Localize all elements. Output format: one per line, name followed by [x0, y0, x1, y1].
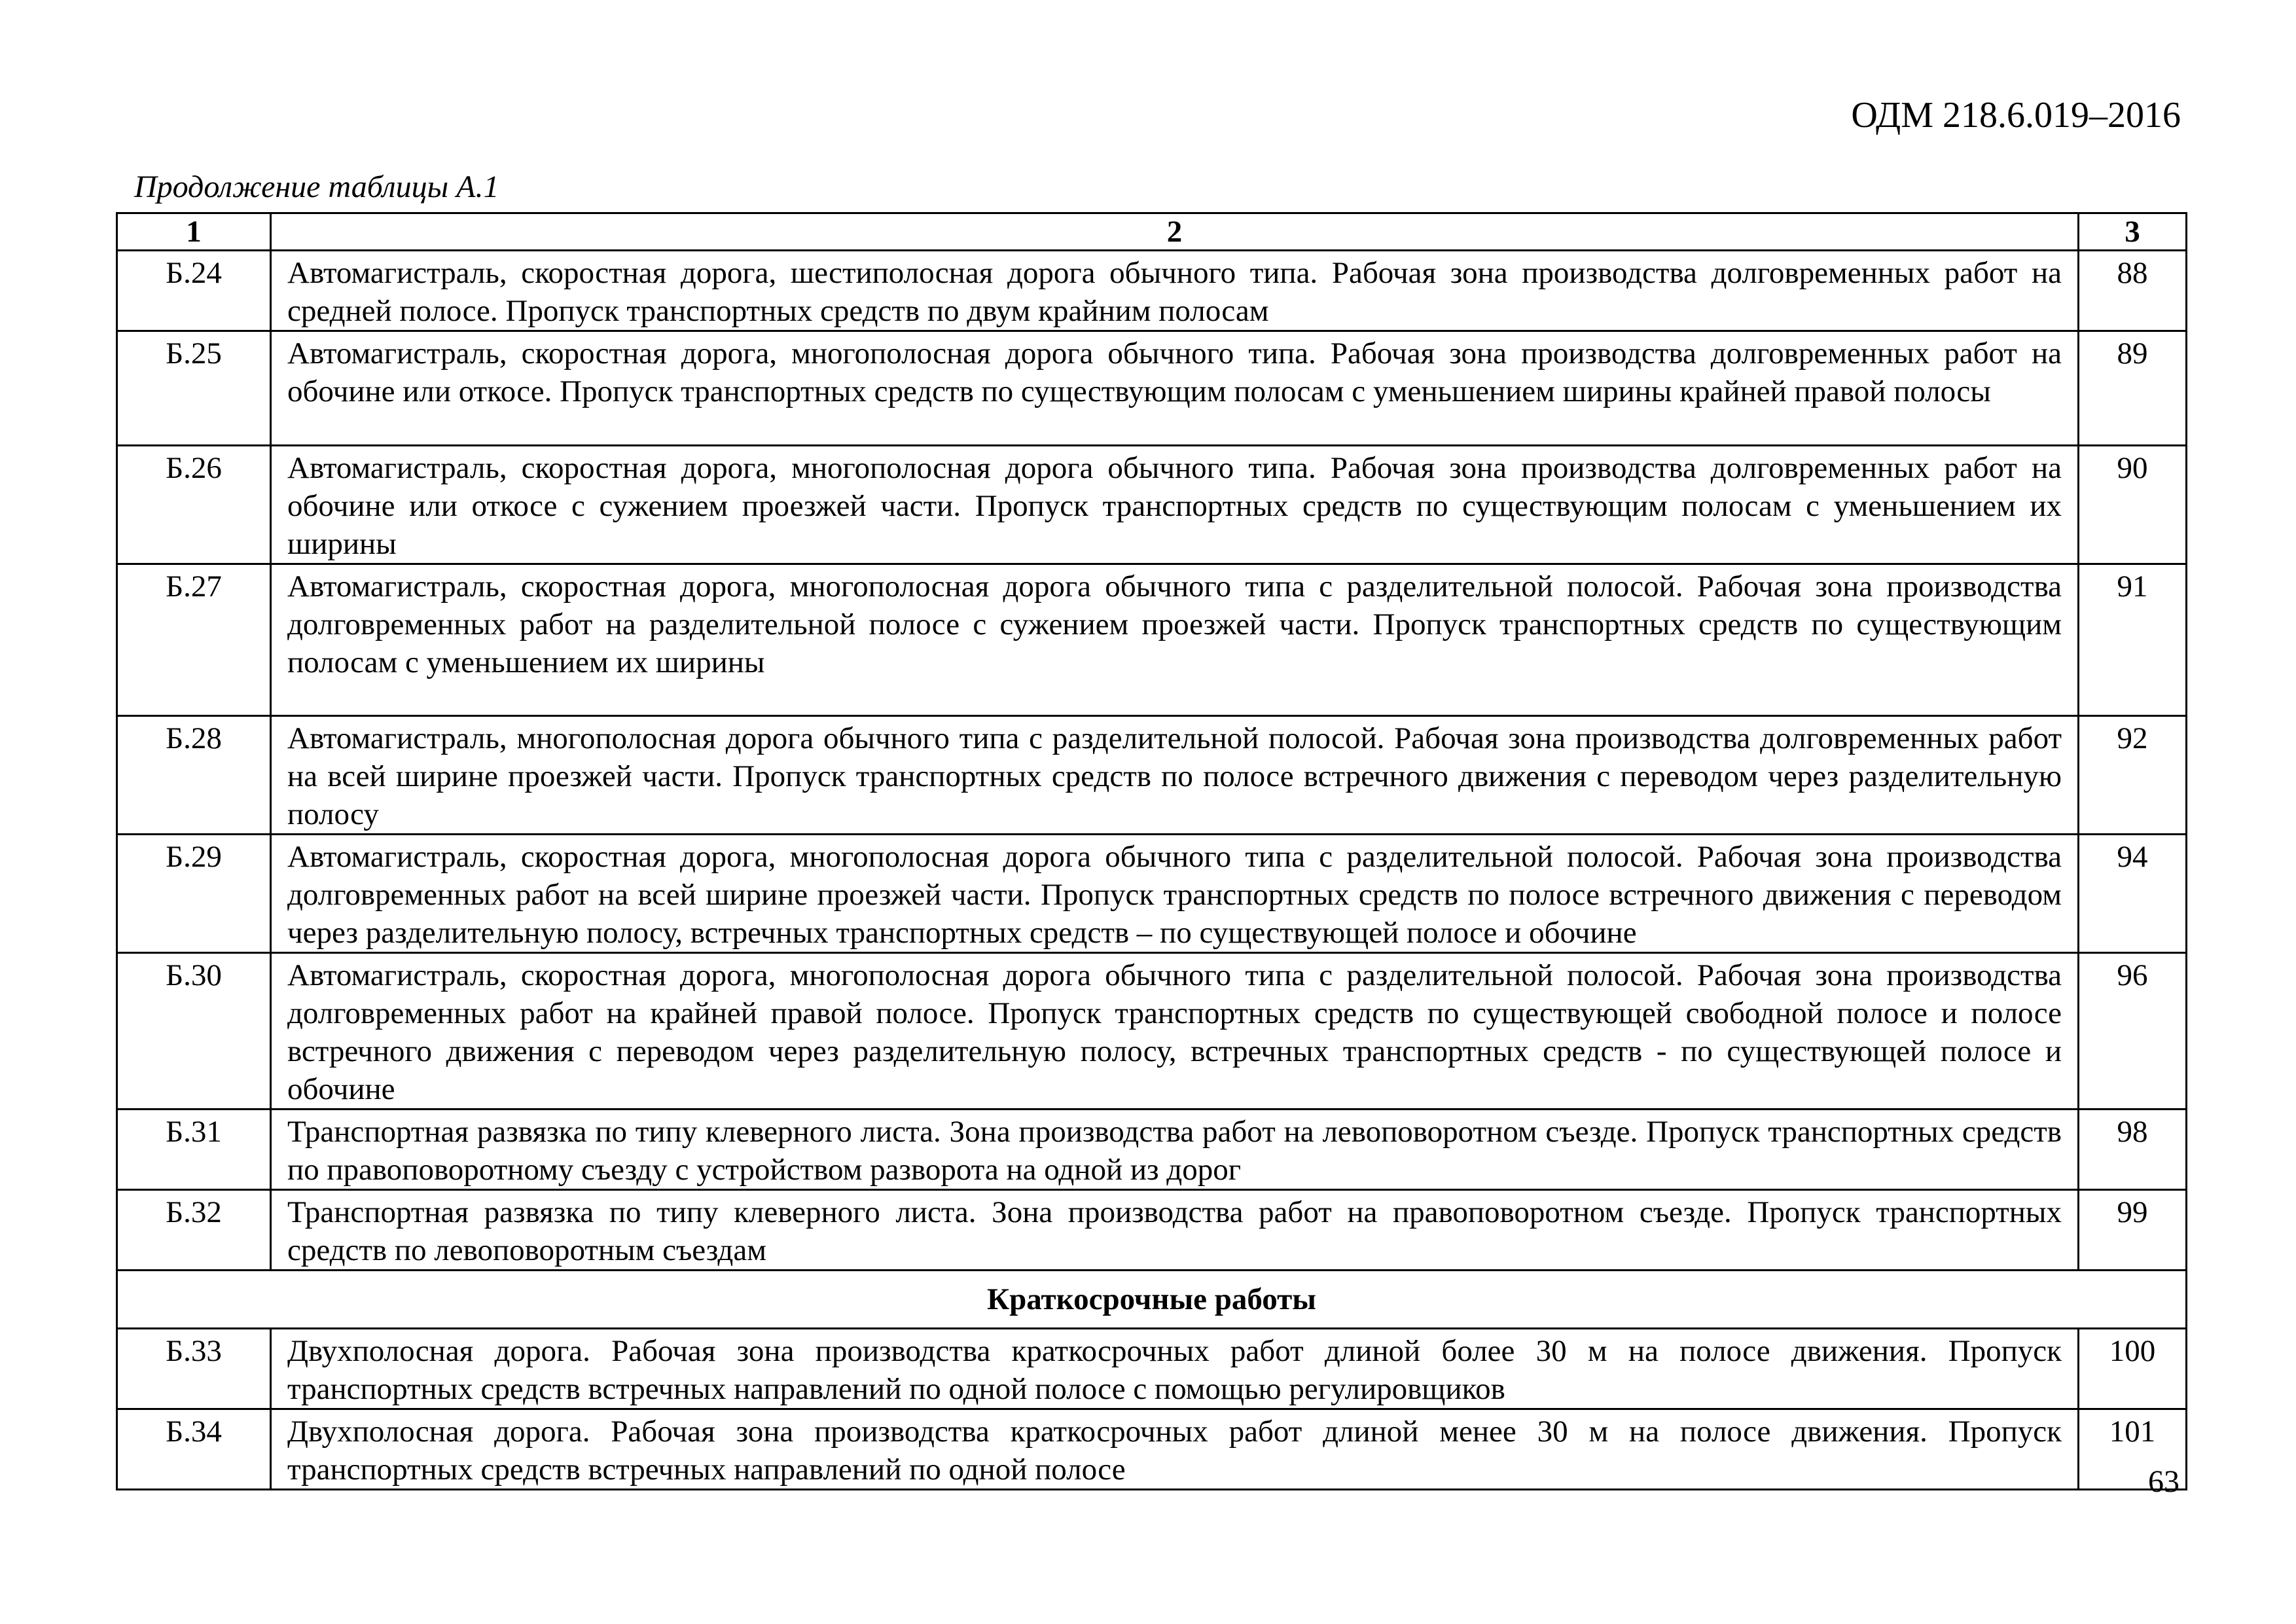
table-header-row	[117, 213, 2187, 251]
section-row	[117, 1271, 2187, 1329]
row-code: Б.28	[117, 716, 271, 835]
row-code: Б.27	[117, 564, 271, 716]
row-page: 99	[2079, 1190, 2187, 1271]
row-code: Б.30	[117, 953, 271, 1110]
column-header-1: 1	[117, 213, 271, 251]
row-page: 91	[2079, 564, 2187, 716]
table-row	[117, 564, 2187, 716]
table-row	[117, 331, 2187, 446]
row-description: Автомагистраль, скоростная дорога, многополосная дорога обычного типа. Рабочая зона производства долговременных работ на обочине или откосе. Пропуск транспортных средств по существующим полосам с уменьшением ширины крайней правой полосы	[271, 331, 2079, 446]
row-description: Автомагистраль, скоростная дорога, многополосная дорога обычного типа с разделительной полосой. Рабочая зона производства долговременных работ на всей ширине проезжей части. Пропуск транспортных средств по полосе встречного движения с переводом через разделительную полосу, встречных транспортных средств – по существующей полосе и обочине	[271, 835, 2079, 953]
row-description: Двухполосная дорога. Рабочая зона производства краткосрочных работ длиной менее 30 м на полосе движения. Пропуск транспортных средств встречных направлений по одной полосе	[271, 1409, 2079, 1490]
row-description: Автомагистраль, скоростная дорога, шестиполосная дорога обычного типа. Рабочая зона производства долговременных работ на средней полосе. Пропуск транспортных средств по двум крайним полосам	[271, 251, 2079, 331]
table-row	[117, 1190, 2187, 1271]
table-row	[117, 1409, 2187, 1490]
row-page: 94	[2079, 835, 2187, 953]
row-page: 98	[2079, 1110, 2187, 1190]
table-row	[117, 953, 2187, 1110]
table-row	[117, 835, 2187, 953]
table-row	[117, 251, 2187, 331]
table-row	[117, 1329, 2187, 1409]
section-title: Краткосрочные работы	[117, 1271, 2187, 1329]
row-page: 92	[2079, 716, 2187, 835]
row-code: Б.24	[117, 251, 271, 331]
table-row	[117, 1110, 2187, 1190]
row-page: 101	[2079, 1409, 2187, 1490]
row-page: 89	[2079, 331, 2187, 446]
document-code: ОДМ 218.6.019–2016	[1851, 95, 2181, 135]
row-code: Б.25	[117, 331, 271, 446]
row-description: Двухполосная дорога. Рабочая зона производства краткосрочных работ длиной более 30 м на полосе движения. Пропуск транспортных средств встречных направлений по одной полосе с помощью регулировщиков	[271, 1329, 2079, 1409]
row-code: Б.34	[117, 1409, 271, 1490]
row-page: 88	[2079, 251, 2187, 331]
column-header-3: 3	[2079, 213, 2187, 251]
index-table	[116, 212, 2187, 1490]
row-description: Автомагистраль, скоростная дорога, многополосная дорога обычного типа. Рабочая зона производства долговременных работ на обочине или откосе с сужением проезжей части. Пропуск транспортных средств по существующим полосам с уменьшением их ширины	[271, 446, 2079, 564]
row-page: 96	[2079, 953, 2187, 1110]
row-code: Б.29	[117, 835, 271, 953]
row-code: Б.31	[117, 1110, 271, 1190]
row-code: Б.33	[117, 1329, 271, 1409]
page-number: 63	[2148, 1464, 2179, 1499]
row-code: Б.26	[117, 446, 271, 564]
row-page: 90	[2079, 446, 2187, 564]
row-code: Б.32	[117, 1190, 271, 1271]
row-page: 100	[2079, 1329, 2187, 1409]
table-caption: Продолжение таблицы А.1	[134, 170, 499, 204]
row-description: Транспортная развязка по типу клеверного листа. Зона производства работ на левоповоротном съезде. Пропуск транспортных средств по правоповоротному съезду с устройством разворота на одной из дорог	[271, 1110, 2079, 1190]
table-row	[117, 446, 2187, 564]
table-row	[117, 716, 2187, 835]
row-description: Автомагистраль, скоростная дорога, многополосная дорога обычного типа с разделительной полосой. Рабочая зона производства долговременных работ на крайней правой полосе. Пропуск транспортных средств по существующей свободной полосе и полосе встречного движения с переводом через разделительную полосу, встречных транспортных средств - по существующей полосе и обочине	[271, 953, 2079, 1110]
column-header-2: 2	[271, 213, 2079, 251]
row-description: Автомагистраль, многополосная дорога обычного типа с разделительной полосой. Рабочая зона производства долговременных работ на всей ширине проезжей части. Пропуск транспортных средств по полосе встречного движения с переводом через разделительную полосу	[271, 716, 2079, 835]
row-description: Транспортная развязка по типу клеверного листа. Зона производства работ на правоповоротном съезде. Пропуск транспортных средств по левоповоротным съездам	[271, 1190, 2079, 1271]
row-description: Автомагистраль, скоростная дорога, многополосная дорога обычного типа с разделительной полосой. Рабочая зона производства долговременных работ на разделительной полосе с сужением проезжей части. Пропуск транспортных средств по существующим полосам с уменьшением их ширины	[271, 564, 2079, 716]
